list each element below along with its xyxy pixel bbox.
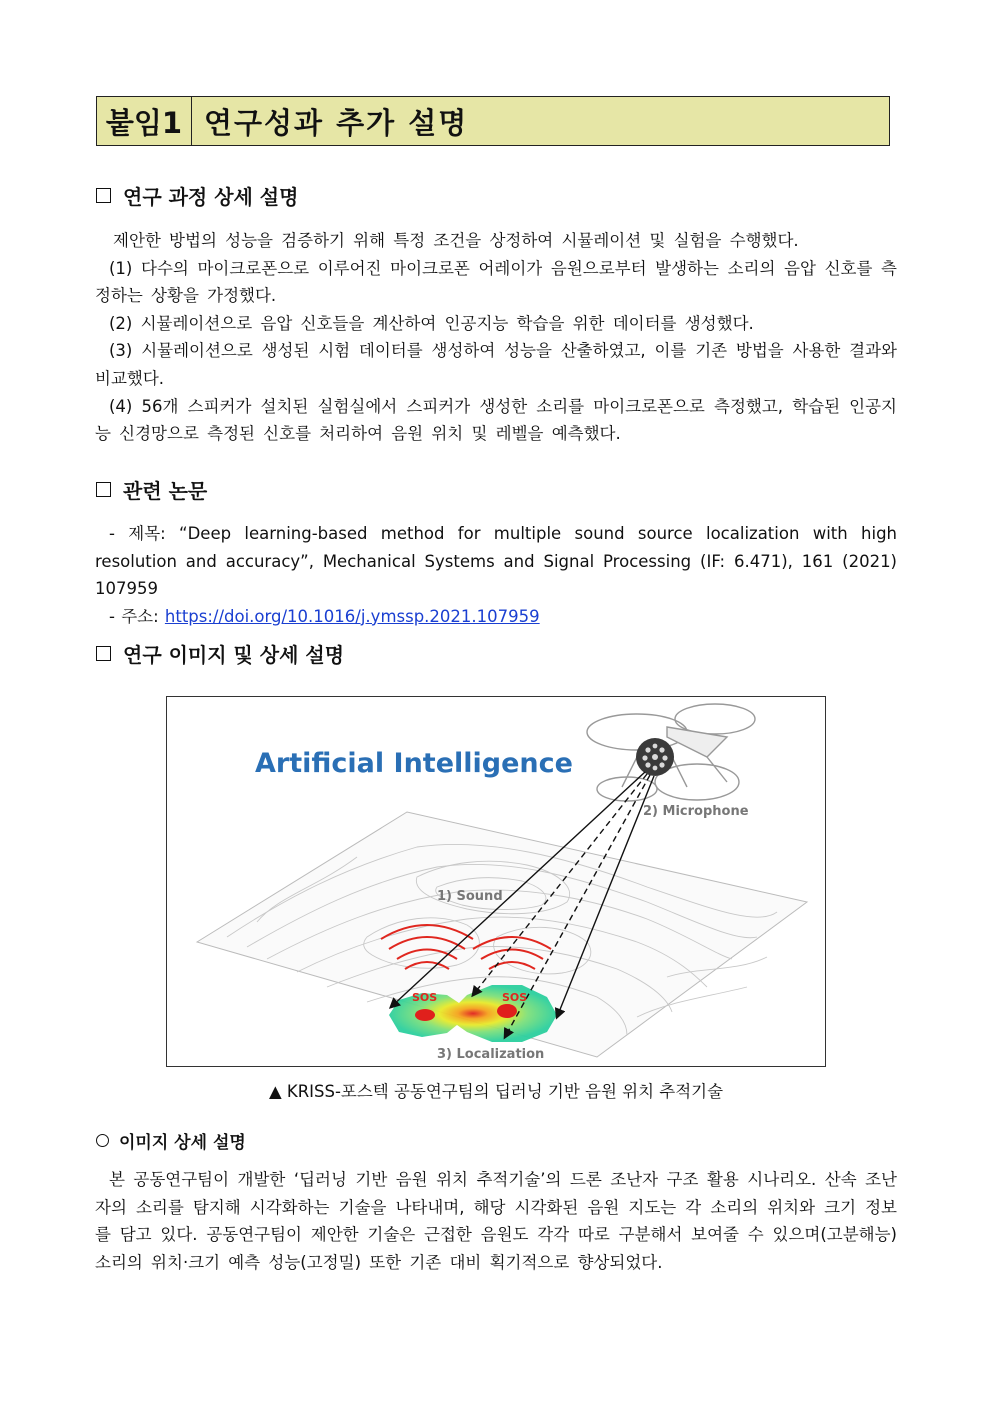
paper-paragraph (95, 520, 897, 630)
paper-title (95, 520, 897, 603)
paper-title-label: - 제목: (109, 524, 166, 543)
title-box (96, 96, 890, 146)
square-bullet-icon (96, 646, 111, 661)
circle-bullet-icon (96, 1134, 109, 1147)
label-localization: 3) Localization (437, 1047, 545, 1062)
section-heading-text: 관련 논문 (123, 479, 208, 503)
figure-caption: ▲ KRISS-포스텍 공동연구팀의 딥러닝 기반 음원 위치 추적기술 (268, 1082, 724, 1101)
image-detail-paragraph (95, 1166, 897, 1276)
section-heading-text: 연구 과정 상세 설명 (123, 185, 299, 209)
image-detail-text: 본 공동연구팀이 개발한 ‘딥러닝 기반 음원 위치 추적기술’의 드론 조난자 구조 활용 시나리오. 산속 조난자의 소리를 탐지해 시각화하는 기술을 나타내며, 해당 시각화된 음원 지도는 각 소리의 위치와 크기 정보를 담고 있다. 공동연구팀이 제안한 기술은 근접한 음원도 각각 따로 구분해서 보여줄 수 있으며(고분해능) 소리의 위치·크기 예측 성능(고정밀) 또한 기존 대비 획기적으로 향상되었다. (95, 1170, 897, 1272)
figure-illustration (167, 697, 826, 1067)
microphone-array-icon (636, 738, 674, 776)
process-intro: 제안한 방법의 성능을 검증하기 위해 특정 조건을 상정하여 시뮬레이션 및 실험을 수행했다. (113, 231, 799, 250)
square-bullet-icon (96, 188, 111, 203)
doi-link[interactable]: https://doi.org/10.1016/j.ymssp.2021.107959 (164, 606, 540, 626)
section-heading-image (96, 639, 344, 668)
process-item-2: (2) 시뮬레이션으로 음압 신호들을 계산하여 인공지능 학습을 위한 데이터를 생성했다. (109, 313, 754, 333)
figure-title: Artificial Intelligence (255, 748, 573, 779)
sos-label-2: SOS (502, 991, 528, 1004)
label-sound: 1) Sound (437, 889, 503, 904)
section-heading-paper (96, 475, 207, 504)
section-heading-process (96, 181, 298, 210)
sub-heading-text: 이미지 상세 설명 (119, 1133, 246, 1153)
paper-address-label: - 주소: (109, 606, 159, 626)
page-title: 연구성과 추가 설명 (204, 105, 469, 140)
label-microphone: 2) Microphone (643, 804, 749, 819)
process-paragraph (95, 227, 897, 448)
process-item-3: (3) 시뮬레이션으로 생성된 시험 데이터를 생성하여 성능을 산출하였고, 이를 기존 방법을 사용한 결과와 비교했다. (95, 341, 897, 388)
sub-heading-image-detail (96, 1128, 246, 1153)
paper-title-text: “Deep learning-based method for multiple sound source localization with high resolution and accuracy”, Mechanical Systems and Signal Processing (IF: 6.471), 161 (2021) 107959 (95, 524, 898, 599)
square-bullet-icon (96, 482, 111, 497)
process-item-4: (4) 56개 스피커가 설치된 실험실에서 스피커가 생성한 소리를 마이크로폰으로 측정했고, 학습된 인공지능 신경망으로 측정된 신호를 처리하여 음원 위치 및 레벨을 예측했다. (95, 396, 897, 444)
process-item-1: (1) 다수의 마이크로폰으로 이루어진 마이크로폰 어레이가 음원으로부터 발생하는 소리의 음압 신호를 측정하는 상황을 가정했다. (95, 258, 897, 306)
research-figure (166, 696, 826, 1067)
paper-address (95, 603, 897, 631)
sos-label-1: SOS (412, 991, 438, 1004)
section-heading-text: 연구 이미지 및 상세 설명 (123, 643, 345, 667)
attachment-tag: 붙임1 (97, 97, 192, 145)
